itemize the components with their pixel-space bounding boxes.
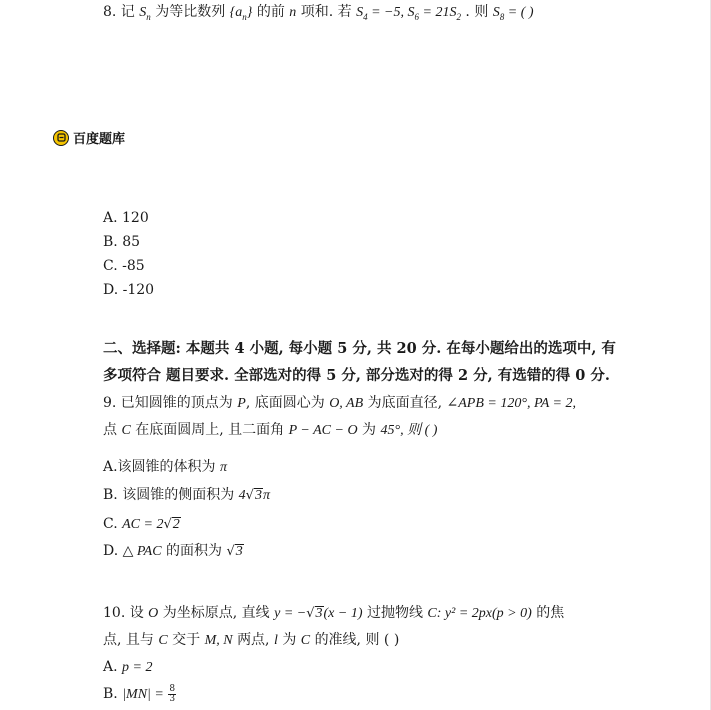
q9-dihedral: P − AC − O bbox=[288, 423, 358, 438]
q9-opt-d-label: D. bbox=[103, 543, 119, 559]
q8-cond3-sub: 2 bbox=[456, 11, 461, 22]
q10-text-4: 的焦 bbox=[536, 605, 565, 621]
q10-option-b bbox=[103, 684, 176, 705]
q8-option-b: B. 85 bbox=[103, 234, 141, 250]
q8-text-2: 的前 bbox=[256, 4, 285, 20]
q10-opt-a-label: A. bbox=[103, 659, 118, 675]
q8-cond1-sub: 4 bbox=[363, 11, 368, 22]
q10-opt-b-math: |MN| = bbox=[122, 687, 164, 702]
q10-text-2: 为坐标原点, 直线 bbox=[162, 605, 270, 621]
q9-text-6: 为 bbox=[362, 422, 377, 438]
q9-p: P bbox=[237, 396, 246, 411]
q9-text-3: 为底面直径, bbox=[367, 395, 443, 411]
q10-text-6: 交于 bbox=[172, 632, 201, 648]
q8-text-3: 项和. 若 bbox=[300, 4, 352, 20]
q8-sn: S bbox=[139, 5, 147, 20]
q9-opt-c-radicand: 2 bbox=[172, 517, 180, 532]
question-9-stem-line-1 bbox=[103, 393, 576, 414]
q9-opt-c-label: C. bbox=[103, 516, 118, 532]
q9-option-b bbox=[103, 485, 270, 506]
q10-l: l bbox=[273, 633, 278, 648]
q10-opt-a-math: p = 2 bbox=[122, 660, 153, 675]
q8-n: n bbox=[289, 5, 297, 20]
q9-angle: ∠APB = 120°, PA = 2, bbox=[446, 396, 576, 411]
q10-line-eq-a: y = − bbox=[274, 606, 307, 621]
q10-opt-b-numerator: 8 bbox=[169, 683, 176, 694]
q8-text-4: . 则 bbox=[465, 4, 489, 20]
q8-option-c: C. -85 bbox=[103, 258, 145, 274]
q9-opt-b-pi: π bbox=[262, 488, 270, 503]
q10-text-1: 10. 设 bbox=[103, 605, 144, 621]
q9-text-4: 点 bbox=[103, 422, 117, 438]
question-10-stem-line-2 bbox=[103, 630, 399, 651]
q10-option-a bbox=[103, 657, 152, 678]
q9-option-d bbox=[103, 541, 244, 562]
q8-cond: S bbox=[356, 5, 364, 20]
q8-option-a: A. 120 bbox=[103, 210, 149, 226]
q8-ask: S bbox=[492, 5, 500, 20]
q9-opt-b-radicand: 3 bbox=[254, 488, 262, 503]
q8-ask-sub: 8 bbox=[499, 11, 505, 22]
q10-mn: M, N bbox=[204, 633, 233, 648]
q10-c-2: C bbox=[300, 633, 311, 648]
q9-text-1: 9. 已知圆锥的顶点为 bbox=[103, 395, 233, 411]
q9-text-5: 在底面圆周上, 且二面角 bbox=[135, 422, 285, 438]
q8-cond2-sub: 6 bbox=[414, 11, 420, 22]
q9-opt-c-math: AC = 2 bbox=[122, 517, 164, 532]
q9-opt-d-text: 的面积为 bbox=[166, 543, 222, 559]
q10-text-3: 过抛物线 bbox=[366, 605, 423, 621]
q10-opt-b-label: B. bbox=[103, 686, 118, 702]
question-9-stem-line-2 bbox=[103, 420, 437, 441]
q10-radicand: 3 bbox=[315, 606, 323, 621]
baidu-tiku-logo-icon bbox=[53, 130, 69, 146]
q10-text-9: 的准线, 则 ( ) bbox=[314, 632, 400, 648]
q10-parabola: C: y² = 2px(p > 0) bbox=[427, 606, 532, 621]
q10-sqrt-sign: √ bbox=[306, 606, 315, 621]
q10-line-eq-b: (x − 1) bbox=[323, 606, 363, 621]
q8-sn-sub: n bbox=[146, 11, 151, 22]
q9-opt-b-text: B. 该圆锥的侧面积为 bbox=[103, 487, 235, 503]
q10-text-8: 为 bbox=[282, 632, 297, 648]
q9-opt-b-sqrt-sign: √ bbox=[245, 488, 254, 503]
q9-opt-d-triangle: △ PAC bbox=[122, 544, 162, 559]
q10-o: O bbox=[148, 606, 159, 621]
q8-text-1: 为等比数列 bbox=[155, 4, 226, 20]
q8-ask-rest: = ( ) bbox=[504, 5, 534, 20]
q9-opt-d-sqrt-sign: √ bbox=[226, 544, 235, 559]
q10-opt-b-denominator: 3 bbox=[169, 693, 176, 704]
q10-text-7: 两点, bbox=[237, 632, 270, 648]
q8-seq-end: } bbox=[246, 5, 253, 20]
q8-option-d: D. -120 bbox=[103, 282, 155, 298]
q10-opt-b-fraction bbox=[168, 685, 176, 704]
q9-opt-c-sqrt-sign: √ bbox=[163, 517, 172, 532]
watermark-label: 百度题库 bbox=[73, 132, 126, 147]
baidu-tiku-watermark bbox=[53, 128, 125, 147]
q9-c: C bbox=[121, 423, 131, 438]
q10-c-1: C bbox=[158, 633, 168, 648]
q9-opt-b-coef: 4 bbox=[238, 488, 246, 503]
q9-opt-a-math: π bbox=[220, 460, 228, 475]
q8-cond2-rest: = 21S bbox=[419, 5, 457, 20]
q9-option-a bbox=[103, 457, 227, 478]
section-2-heading-line-2: 多项符合 题目要求. 全部选对的得 5 分, 部分选对的得 2 分, 有选错的得 0 分. bbox=[103, 367, 610, 384]
q8-seq: {a bbox=[229, 5, 243, 20]
q8-prefix: 8. 记 bbox=[103, 4, 135, 20]
q9-o-ab: O, AB bbox=[329, 396, 364, 411]
q10-text-5: 点, 且与 bbox=[103, 632, 154, 648]
section-2-heading-line-1: 二、选择题: 本题共 4 小题, 每小题 5 分, 共 20 分. 在每小题给出的选项中, 有 bbox=[103, 340, 616, 357]
q9-text-2: , 底面圆心为 bbox=[245, 395, 325, 411]
question-10-stem-line-1 bbox=[103, 603, 564, 624]
q9-opt-a-text: A.该圆锥的体积为 bbox=[103, 459, 216, 475]
q8-seq-sub: n bbox=[242, 11, 247, 22]
q8-cond1-rest: = −5, S bbox=[367, 5, 415, 20]
q9-option-c bbox=[103, 514, 181, 535]
question-8-stem bbox=[103, 2, 534, 27]
q9-opt-d-radicand: 3 bbox=[235, 544, 243, 559]
q9-text-7: 45°, 则 ( ) bbox=[380, 423, 438, 438]
